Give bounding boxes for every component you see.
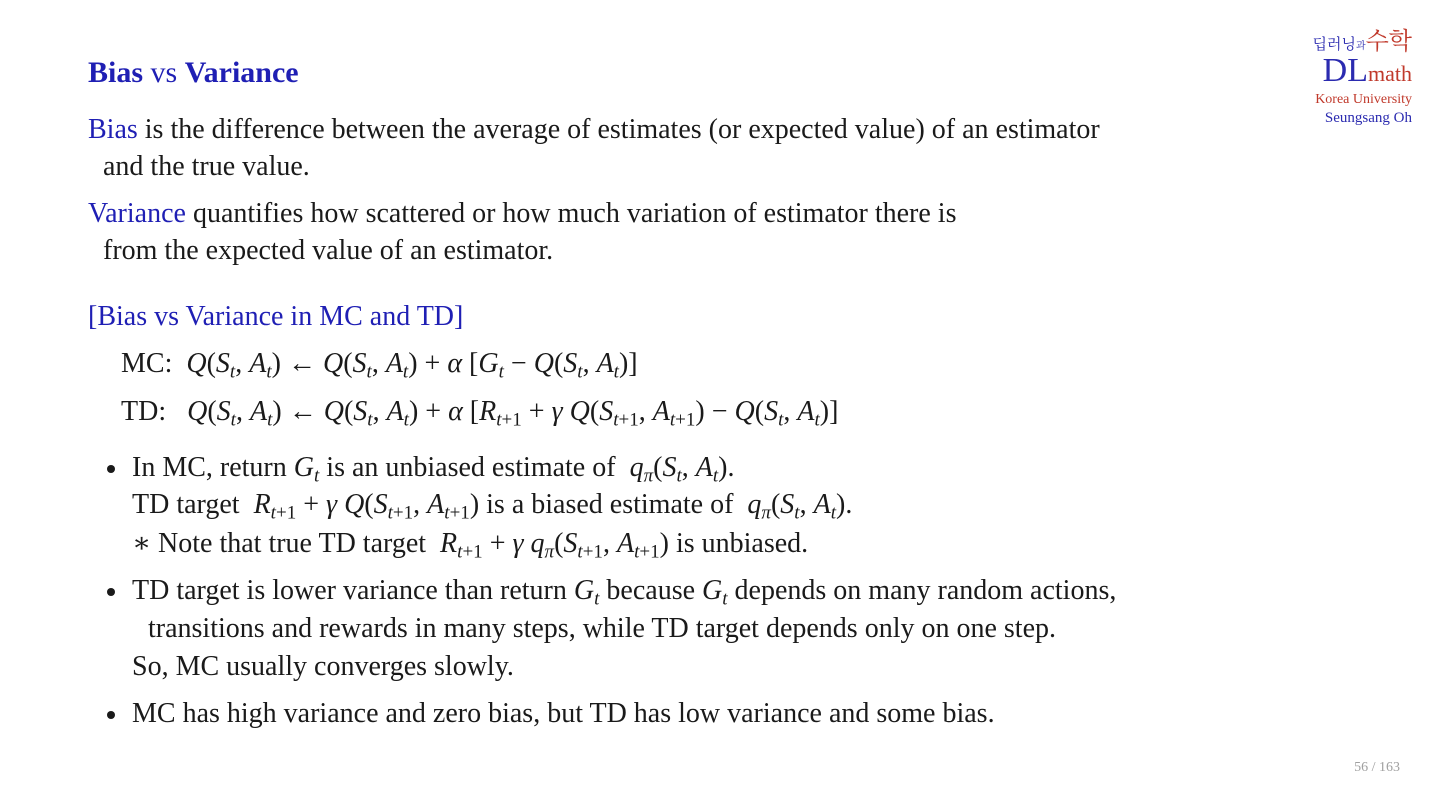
bullet-3-marker (107, 711, 115, 719)
logo-university: Korea University (1315, 92, 1412, 107)
bullet-2-line3: So, MC usually converges slowly. (132, 651, 514, 682)
td-label: TD: (121, 396, 167, 427)
logo-author: Seungsang Oh (1324, 110, 1412, 126)
bias-definition-line1: Bias is the difference between the average of estimates (or expected value) of an estimator (88, 114, 1100, 145)
bullet-1-line2: TD target $R_{t+1} + \gamma$ $Q(S_{t+1}$, $A_{t+1}$) is a biased estimate of $q_\pi(S_t$, $A_t$). (132, 489, 853, 524)
bias-term: Bias (88, 114, 138, 145)
title-vs: vs (143, 56, 185, 89)
bullet-1-line1: In MC, return $G_t$ is an unbiased estimate of $q_\pi(S_t$, $A_t$). (132, 452, 735, 487)
bullet-1-marker (107, 465, 115, 473)
mc-label: MC: (121, 348, 173, 379)
bullet-2-line2: transitions and rewards in many steps, while TD target depends only on one step. (148, 613, 1057, 644)
page-number: 56 / 163 (1354, 760, 1400, 775)
variance-definition-line2: from the expected value of an estimator. (103, 235, 554, 266)
mc-equation: MC: $Q(S_t$, $A_t$) ← $Q(S_t$, $A_t) + \alpha$ [$G_t - Q(S_t$, $A_t$)] (121, 348, 638, 383)
logo-dlmath: DLmath (1322, 52, 1412, 89)
variance-definition-line1: Variance quantifies how scattered or how much variation of estimator there is (88, 198, 957, 229)
title-bias: Bias (88, 56, 144, 89)
bullet-1-line3: ∗ Note that true TD target $R_{t+1} + \gamma$ $q_\pi(S_{t+1}$, $A_{t+1}$) is unbiased. (132, 528, 809, 563)
logo (1300, 27, 1412, 127)
variance-term: Variance (88, 198, 186, 229)
bullet-2-marker (107, 588, 115, 596)
slide-title (88, 54, 299, 92)
section-heading: [Bias vs Variance in MC and TD] (88, 301, 464, 332)
title-variance: Variance (184, 56, 299, 89)
logo-korean: 딥러닝과수학 (1312, 27, 1412, 55)
bullet-2-line1: TD target is lower variance than return $G_t$ because $G_t$ depends on many random actions, (132, 575, 1117, 610)
td-equation: TD: $Q(S_t$, $A_t$) ← $Q(S_t$, $A_t) + \alpha$ [$R_{t+1} + \gamma$ $Q(S_{t+1}$, $A_{t+1}) - Q(S_t$, $A_t$)] (121, 396, 839, 431)
bias-definition-line2: and the true value. (103, 151, 310, 182)
bullet-3-line1: MC has high variance and zero bias, but TD has low variance and some bias. (132, 698, 995, 729)
